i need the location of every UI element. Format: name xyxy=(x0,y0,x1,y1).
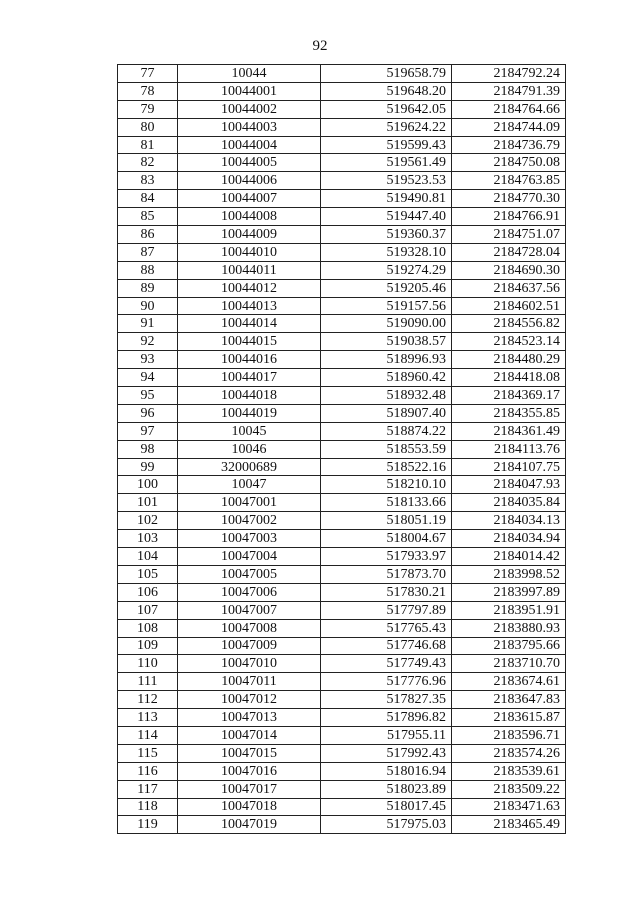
x-coordinate-cell: 519447.40 xyxy=(321,208,452,226)
point-id-cell: 10044018 xyxy=(178,387,321,405)
x-coordinate-cell: 517975.03 xyxy=(321,816,452,834)
x-coordinate-cell: 519642.05 xyxy=(321,100,452,118)
row-number-cell: 100 xyxy=(118,476,178,494)
y-coordinate-cell: 2184728.04 xyxy=(452,243,566,261)
table-row xyxy=(118,82,566,100)
row-number-cell: 110 xyxy=(118,655,178,673)
y-coordinate-cell: 2184770.30 xyxy=(452,190,566,208)
y-coordinate-cell: 2183471.63 xyxy=(452,798,566,816)
table-row xyxy=(118,243,566,261)
y-coordinate-cell: 2184034.94 xyxy=(452,530,566,548)
x-coordinate-cell: 519360.37 xyxy=(321,226,452,244)
row-number-cell: 102 xyxy=(118,512,178,530)
point-id-cell: 10044019 xyxy=(178,404,321,422)
row-number-cell: 98 xyxy=(118,440,178,458)
table-row xyxy=(118,458,566,476)
point-id-cell: 10047001 xyxy=(178,494,321,512)
y-coordinate-cell: 2183997.89 xyxy=(452,583,566,601)
x-coordinate-cell: 518017.45 xyxy=(321,798,452,816)
y-coordinate-cell: 2184418.08 xyxy=(452,369,566,387)
point-id-cell: 10044013 xyxy=(178,297,321,315)
row-number-cell: 97 xyxy=(118,422,178,440)
point-id-cell: 10044017 xyxy=(178,369,321,387)
y-coordinate-cell: 2184750.08 xyxy=(452,154,566,172)
row-number-cell: 118 xyxy=(118,798,178,816)
y-coordinate-cell: 2183951.91 xyxy=(452,601,566,619)
y-coordinate-cell: 2184751.07 xyxy=(452,226,566,244)
x-coordinate-cell: 519658.79 xyxy=(321,65,452,83)
table-row xyxy=(118,190,566,208)
x-coordinate-cell: 518210.10 xyxy=(321,476,452,494)
row-number-cell: 96 xyxy=(118,404,178,422)
y-coordinate-cell: 2184766.91 xyxy=(452,208,566,226)
point-id-cell: 10047006 xyxy=(178,583,321,601)
table-row xyxy=(118,136,566,154)
row-number-cell: 82 xyxy=(118,154,178,172)
y-coordinate-cell: 2183880.93 xyxy=(452,619,566,637)
point-id-cell: 10044 xyxy=(178,65,321,83)
point-id-cell: 10047005 xyxy=(178,565,321,583)
table-row xyxy=(118,440,566,458)
point-id-cell: 10044015 xyxy=(178,333,321,351)
y-coordinate-cell: 2184523.14 xyxy=(452,333,566,351)
table-row xyxy=(118,404,566,422)
x-coordinate-cell: 519274.29 xyxy=(321,261,452,279)
y-coordinate-cell: 2184637.56 xyxy=(452,279,566,297)
y-coordinate-cell: 2183795.66 xyxy=(452,637,566,655)
y-coordinate-cell: 2184736.79 xyxy=(452,136,566,154)
point-id-cell: 10044010 xyxy=(178,243,321,261)
y-coordinate-cell: 2184035.84 xyxy=(452,494,566,512)
y-coordinate-cell: 2184034.13 xyxy=(452,512,566,530)
row-number-cell: 99 xyxy=(118,458,178,476)
y-coordinate-cell: 2184744.09 xyxy=(452,118,566,136)
x-coordinate-cell: 518874.22 xyxy=(321,422,452,440)
table-row xyxy=(118,548,566,566)
point-id-cell: 10047009 xyxy=(178,637,321,655)
x-coordinate-cell: 519624.22 xyxy=(321,118,452,136)
point-id-cell: 10044007 xyxy=(178,190,321,208)
table-row xyxy=(118,315,566,333)
table-row xyxy=(118,530,566,548)
x-coordinate-cell: 517955.11 xyxy=(321,726,452,744)
point-id-cell: 10044008 xyxy=(178,208,321,226)
point-id-cell: 10047016 xyxy=(178,762,321,780)
point-id-cell: 10047004 xyxy=(178,548,321,566)
x-coordinate-cell: 519523.53 xyxy=(321,172,452,190)
point-id-cell: 10047013 xyxy=(178,709,321,727)
table-row xyxy=(118,655,566,673)
x-coordinate-cell: 518016.94 xyxy=(321,762,452,780)
point-id-cell: 10044005 xyxy=(178,154,321,172)
row-number-cell: 106 xyxy=(118,583,178,601)
y-coordinate-cell: 2184369.17 xyxy=(452,387,566,405)
point-id-cell: 10044009 xyxy=(178,226,321,244)
x-coordinate-cell: 519490.81 xyxy=(321,190,452,208)
y-coordinate-cell: 2184361.49 xyxy=(452,422,566,440)
table-row xyxy=(118,565,566,583)
point-id-cell: 10047002 xyxy=(178,512,321,530)
row-number-cell: 92 xyxy=(118,333,178,351)
point-id-cell: 10044014 xyxy=(178,315,321,333)
table-row xyxy=(118,172,566,190)
point-id-cell: 32000689 xyxy=(178,458,321,476)
x-coordinate-cell: 519205.46 xyxy=(321,279,452,297)
point-id-cell: 10044011 xyxy=(178,261,321,279)
x-coordinate-cell: 519090.00 xyxy=(321,315,452,333)
y-coordinate-cell: 2183574.26 xyxy=(452,744,566,762)
x-coordinate-cell: 517992.43 xyxy=(321,744,452,762)
point-id-cell: 10047010 xyxy=(178,655,321,673)
row-number-cell: 94 xyxy=(118,369,178,387)
y-coordinate-cell: 2184355.85 xyxy=(452,404,566,422)
point-id-cell: 10047011 xyxy=(178,673,321,691)
x-coordinate-cell: 518960.42 xyxy=(321,369,452,387)
row-number-cell: 89 xyxy=(118,279,178,297)
x-coordinate-cell: 517873.70 xyxy=(321,565,452,583)
row-number-cell: 116 xyxy=(118,762,178,780)
table-row xyxy=(118,297,566,315)
table-row xyxy=(118,673,566,691)
row-number-cell: 77 xyxy=(118,65,178,83)
y-coordinate-cell: 2184014.42 xyxy=(452,548,566,566)
y-coordinate-cell: 2183509.22 xyxy=(452,780,566,798)
x-coordinate-cell: 519157.56 xyxy=(321,297,452,315)
row-number-cell: 115 xyxy=(118,744,178,762)
y-coordinate-cell: 2183647.83 xyxy=(452,691,566,709)
row-number-cell: 86 xyxy=(118,226,178,244)
y-coordinate-cell: 2183674.61 xyxy=(452,673,566,691)
table-row xyxy=(118,154,566,172)
table-row xyxy=(118,261,566,279)
x-coordinate-cell: 518932.48 xyxy=(321,387,452,405)
row-number-cell: 109 xyxy=(118,637,178,655)
table-row xyxy=(118,333,566,351)
table-row xyxy=(118,118,566,136)
point-id-cell: 10044001 xyxy=(178,82,321,100)
y-coordinate-cell: 2183998.52 xyxy=(452,565,566,583)
point-id-cell: 10045 xyxy=(178,422,321,440)
table-row xyxy=(118,726,566,744)
x-coordinate-cell: 518522.16 xyxy=(321,458,452,476)
point-id-cell: 10047012 xyxy=(178,691,321,709)
table-row xyxy=(118,494,566,512)
y-coordinate-cell: 2184791.39 xyxy=(452,82,566,100)
point-id-cell: 10044004 xyxy=(178,136,321,154)
row-number-cell: 87 xyxy=(118,243,178,261)
table-row xyxy=(118,762,566,780)
x-coordinate-cell: 518133.66 xyxy=(321,494,452,512)
table-row xyxy=(118,351,566,369)
x-coordinate-cell: 517765.43 xyxy=(321,619,452,637)
y-coordinate-cell: 2184113.76 xyxy=(452,440,566,458)
point-id-cell: 10047014 xyxy=(178,726,321,744)
point-id-cell: 10047 xyxy=(178,476,321,494)
row-number-cell: 93 xyxy=(118,351,178,369)
x-coordinate-cell: 517776.96 xyxy=(321,673,452,691)
y-coordinate-cell: 2184107.75 xyxy=(452,458,566,476)
row-number-cell: 111 xyxy=(118,673,178,691)
y-coordinate-cell: 2184792.24 xyxy=(452,65,566,83)
row-number-cell: 80 xyxy=(118,118,178,136)
point-id-cell: 10044002 xyxy=(178,100,321,118)
row-number-cell: 103 xyxy=(118,530,178,548)
x-coordinate-cell: 517830.21 xyxy=(321,583,452,601)
table-row xyxy=(118,65,566,83)
row-number-cell: 95 xyxy=(118,387,178,405)
table-row xyxy=(118,279,566,297)
table-row xyxy=(118,798,566,816)
point-id-cell: 10047007 xyxy=(178,601,321,619)
point-id-cell: 10047003 xyxy=(178,530,321,548)
row-number-cell: 104 xyxy=(118,548,178,566)
point-id-cell: 10044012 xyxy=(178,279,321,297)
y-coordinate-cell: 2183465.49 xyxy=(452,816,566,834)
row-number-cell: 107 xyxy=(118,601,178,619)
x-coordinate-cell: 519599.43 xyxy=(321,136,452,154)
coordinate-table-body xyxy=(118,65,566,834)
row-number-cell: 108 xyxy=(118,619,178,637)
x-coordinate-cell: 519561.49 xyxy=(321,154,452,172)
point-id-cell: 10046 xyxy=(178,440,321,458)
row-number-cell: 117 xyxy=(118,780,178,798)
table-row xyxy=(118,369,566,387)
table-row xyxy=(118,691,566,709)
table-row xyxy=(118,208,566,226)
table-row xyxy=(118,709,566,727)
row-number-cell: 81 xyxy=(118,136,178,154)
row-number-cell: 78 xyxy=(118,82,178,100)
x-coordinate-cell: 517797.89 xyxy=(321,601,452,619)
table-row xyxy=(118,583,566,601)
point-id-cell: 10047018 xyxy=(178,798,321,816)
x-coordinate-cell: 519648.20 xyxy=(321,82,452,100)
y-coordinate-cell: 2183596.71 xyxy=(452,726,566,744)
row-number-cell: 83 xyxy=(118,172,178,190)
x-coordinate-cell: 519038.57 xyxy=(321,333,452,351)
y-coordinate-cell: 2183710.70 xyxy=(452,655,566,673)
row-number-cell: 119 xyxy=(118,816,178,834)
table-row xyxy=(118,476,566,494)
row-number-cell: 88 xyxy=(118,261,178,279)
table-row xyxy=(118,512,566,530)
row-number-cell: 101 xyxy=(118,494,178,512)
x-coordinate-cell: 517896.82 xyxy=(321,709,452,727)
table-row xyxy=(118,601,566,619)
table-row xyxy=(118,744,566,762)
point-id-cell: 10047019 xyxy=(178,816,321,834)
x-coordinate-cell: 519328.10 xyxy=(321,243,452,261)
row-number-cell: 91 xyxy=(118,315,178,333)
point-id-cell: 10047015 xyxy=(178,744,321,762)
y-coordinate-cell: 2184480.29 xyxy=(452,351,566,369)
row-number-cell: 79 xyxy=(118,100,178,118)
row-number-cell: 85 xyxy=(118,208,178,226)
x-coordinate-cell: 518051.19 xyxy=(321,512,452,530)
y-coordinate-cell: 2183615.87 xyxy=(452,709,566,727)
x-coordinate-cell: 518553.59 xyxy=(321,440,452,458)
coordinate-table xyxy=(117,64,566,834)
point-id-cell: 10044003 xyxy=(178,118,321,136)
table-row xyxy=(118,816,566,834)
point-id-cell: 10044006 xyxy=(178,172,321,190)
table-row xyxy=(118,422,566,440)
x-coordinate-cell: 517933.97 xyxy=(321,548,452,566)
table-row xyxy=(118,226,566,244)
y-coordinate-cell: 2184602.51 xyxy=(452,297,566,315)
x-coordinate-cell: 517827.35 xyxy=(321,691,452,709)
point-id-cell: 10047017 xyxy=(178,780,321,798)
y-coordinate-cell: 2184764.66 xyxy=(452,100,566,118)
row-number-cell: 105 xyxy=(118,565,178,583)
page-number: 92 xyxy=(312,38,328,54)
row-number-cell: 84 xyxy=(118,190,178,208)
table-row xyxy=(118,637,566,655)
row-number-cell: 90 xyxy=(118,297,178,315)
y-coordinate-cell: 2183539.61 xyxy=(452,762,566,780)
table-row xyxy=(118,387,566,405)
table-row xyxy=(118,100,566,118)
row-number-cell: 112 xyxy=(118,691,178,709)
y-coordinate-cell: 2184690.30 xyxy=(452,261,566,279)
y-coordinate-cell: 2184763.85 xyxy=(452,172,566,190)
y-coordinate-cell: 2184047.93 xyxy=(452,476,566,494)
x-coordinate-cell: 518004.67 xyxy=(321,530,452,548)
y-coordinate-cell: 2184556.82 xyxy=(452,315,566,333)
x-coordinate-cell: 518023.89 xyxy=(321,780,452,798)
table-row xyxy=(118,619,566,637)
x-coordinate-cell: 518996.93 xyxy=(321,351,452,369)
row-number-cell: 114 xyxy=(118,726,178,744)
x-coordinate-cell: 517749.43 xyxy=(321,655,452,673)
table-row xyxy=(118,780,566,798)
x-coordinate-cell: 518907.40 xyxy=(321,404,452,422)
row-number-cell: 113 xyxy=(118,709,178,727)
x-coordinate-cell: 517746.68 xyxy=(321,637,452,655)
point-id-cell: 10044016 xyxy=(178,351,321,369)
point-id-cell: 10047008 xyxy=(178,619,321,637)
